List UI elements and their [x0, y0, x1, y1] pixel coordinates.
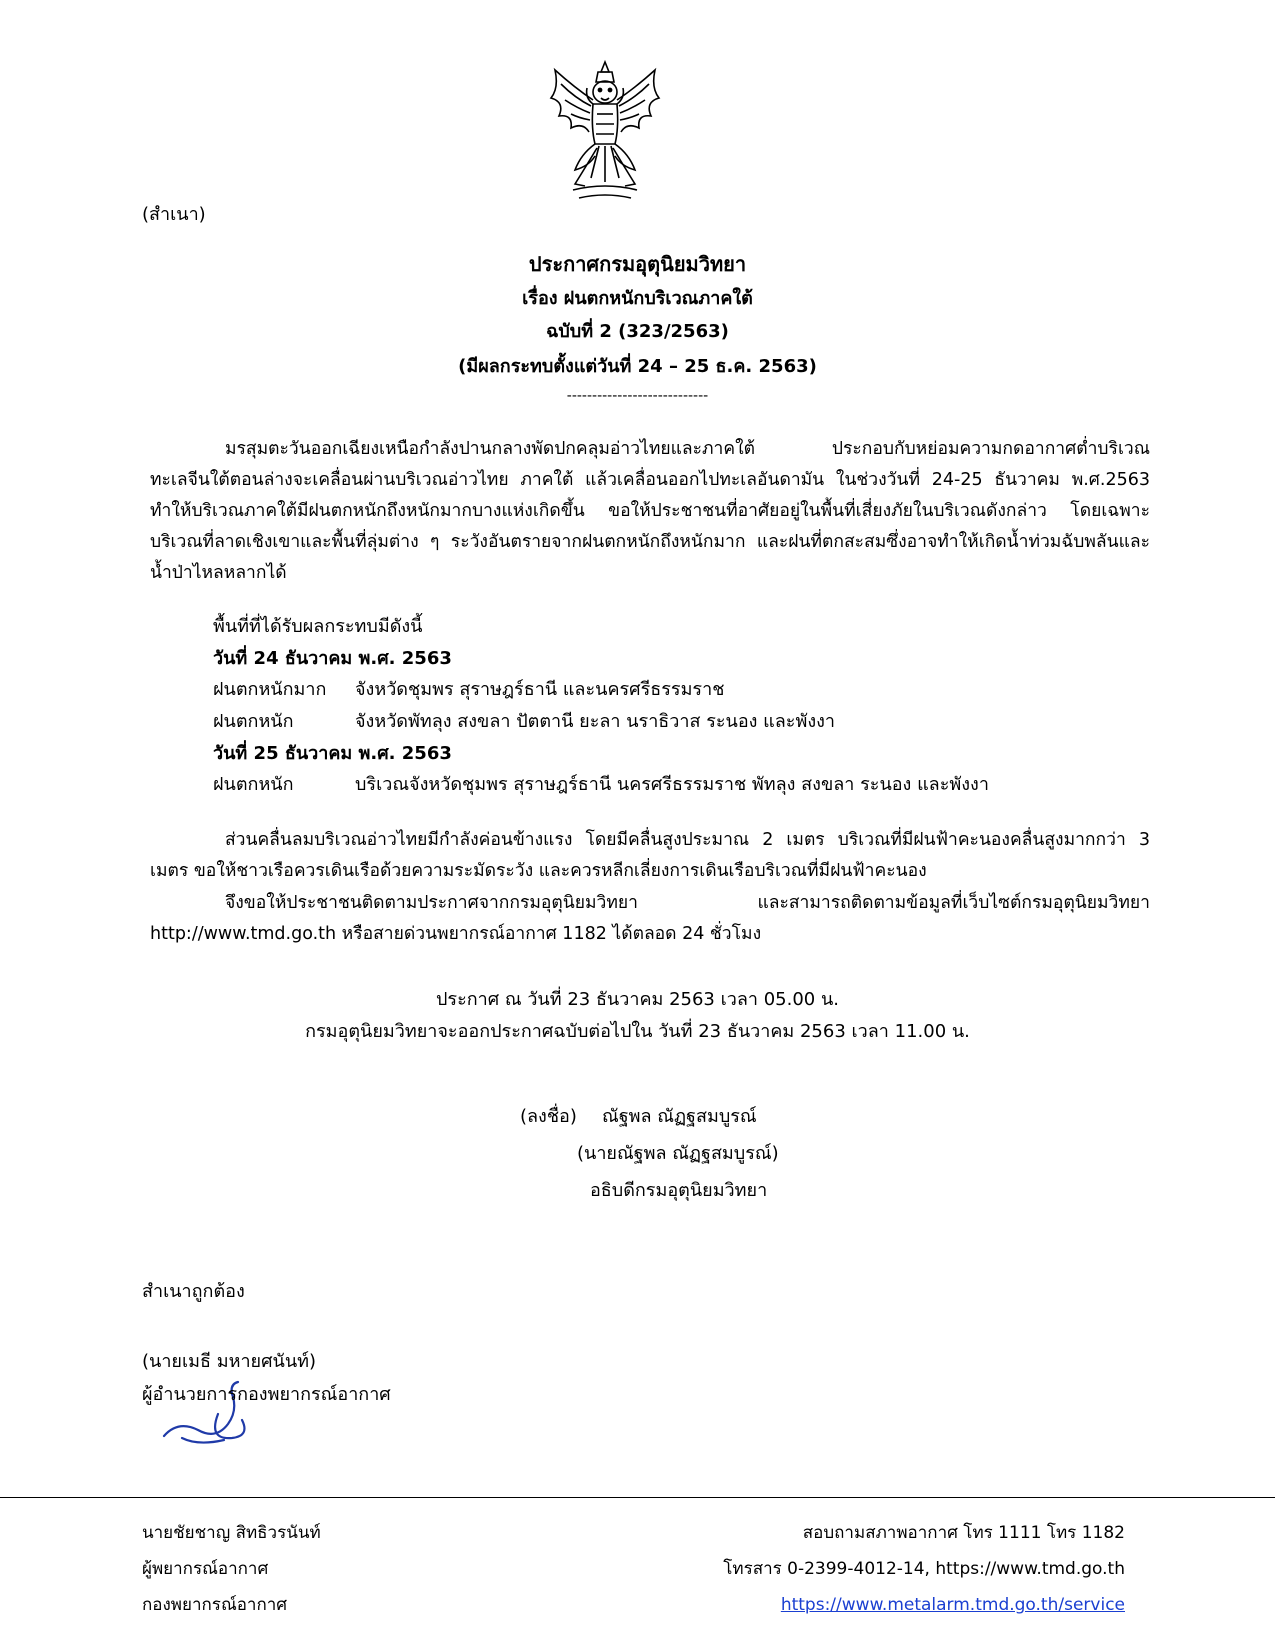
- day2-row1-level: ฝนตกหนัก: [213, 774, 294, 795]
- day1-row1-level: ฝนตกหนักมาก: [213, 679, 327, 700]
- copy-mark: (สำเนา): [142, 204, 206, 225]
- certified-label: สำเนาถูกต้อง: [142, 1281, 245, 1302]
- affected-heading: พื้นที่ที่ได้รับผลกระทบมีดังนี้: [213, 616, 423, 637]
- day1-row1-areas: จังหวัดชุมพร สุราษฎร์ธานี และนครศรีธรรมราช: [355, 679, 725, 700]
- body-paragraph-3: [150, 888, 1150, 950]
- next-announcement: กรมอุตุนิยมวิทยาจะออกประกาศฉบับต่อไปใน วันที่ 23 ธันวาคม 2563 เวลา 11.00 น.: [305, 1021, 970, 1042]
- body-paragraph-2: [150, 825, 1150, 887]
- director-position: อธิบดีกรมอุตุนิยมวิทยา: [590, 1180, 768, 1201]
- contact-phone: สอบถามสภาพอากาศ โทร 1111 โทร 1182: [802, 1523, 1125, 1543]
- metalarm-service-link[interactable]: https://www.metalarm.tmd.go.th/service: [780, 1595, 1125, 1615]
- contact-fax-website: โทรสาร 0-2399-4012-14, https://www.tmd.go.th: [723, 1559, 1125, 1579]
- issue-number: ฉบับที่ 2 (323/2563): [546, 321, 729, 342]
- certifier-position: ผู้อำนวยการกองพยากรณ์อากาศ: [142, 1384, 391, 1405]
- day2-date: วันที่ 25 ธันวาคม พ.ศ. 2563: [213, 743, 452, 764]
- header-divider: ----------------------------: [566, 388, 709, 404]
- day1-date: วันที่ 24 ธันวาคม พ.ศ. 2563: [213, 648, 452, 669]
- signed-name: ณัฐพล ณัฏฐสมบูรณ์: [602, 1106, 757, 1127]
- document-title: ประกาศกรมอุตุนิยมวิทยา: [528, 252, 747, 276]
- day2-row1-areas: บริเวณจังหวัดชุมพร สุราษฎร์ธานี นครศรีธรรมราช พัทลุง สงขลา ระนอง และพังงา: [355, 774, 989, 795]
- forecaster-division: กองพยากรณ์อากาศ: [142, 1595, 288, 1615]
- paragraph-3-text: จึงขอให้ประชาชนติดตามประกาศจากกรมอุตุนิยมวิทยา และสามารถติดตามข้อมูลที่เว็บไซต์กรมอุตุนิยมวิทยา http://www.tmd.go.th หรือสายด่วนพยากรณ์อากาศ 1182 ได้ตลอด 24 ชั่วโมง: [150, 893, 1150, 944]
- paragraph-1-text: มรสุมตะวันออกเฉียงเหนือกำลังปานกลางพัดปกคลุมอ่าวไทยและภาคใต้ ประกอบกับหย่อมความกดอากาศต่ำบริเวณทะเลจีนใต้ตอนล่างจะเคลื่อนผ่านบริเวณอ่าวไทย ภาคใต้ แล้วเคลื่อนออกไปทะเลอันดามัน ในช่วงวันที่ 24-25 ธันวาคม พ.ศ.2563 ทำให้บริเวณภาคใต้มีฝนตกหนักถึงหนักมากบางแห่งเกิดขึ้น ขอให้ประชาชนที่อาศัยอยู่ในพื้นที่เสี่ยงภัยในบริเวณดังกล่าว โดยเฉพาะบริเวณที่ลาดเชิงเขาและพื้นที่ลุ่มต่าง ๆ ระวังอันตรายจากฝนตกหนักถึงหนักมาก และฝนที่ตกสะสมซึ่งอาจทำให้เกิดน้ำท่วมฉับพลันและน้ำป่าไหลหลากได้: [150, 439, 1150, 583]
- footer-divider: [0, 1497, 1275, 1498]
- forecaster-role: ผู้พยากรณ์อากาศ: [142, 1559, 269, 1579]
- garuda-emblem: [545, 58, 665, 206]
- director-full-name: (นายณัฐพล ณัฏฐสมบูรณ์): [577, 1143, 779, 1164]
- certifier-name: (นายเมธี มหายศนันท์): [142, 1351, 317, 1372]
- forecaster-name: นายชัยชาญ สิทธิวรนันท์: [142, 1523, 321, 1543]
- body-paragraph-1: [150, 434, 1150, 589]
- signed-label: (ลงชื่อ): [520, 1106, 577, 1127]
- document-subject: เรื่อง ฝนตกหนักบริเวณภาคใต้: [522, 288, 753, 309]
- announce-date: ประกาศ ณ วันที่ 23 ธันวาคม 2563 เวลา 05.00 น.: [435, 989, 840, 1010]
- paragraph-2-text: ส่วนคลื่นลมบริเวณอ่าวไทยมีกำลังค่อนข้างแรง โดยมีคลื่นสูงประมาณ 2 เมตร บริเวณที่มีฝนฟ้าคะนองคลื่นสูงมากกว่า 3 เมตร ขอให้ชาวเรือควรเดินเรือด้วยความระมัดระวัง และควรหลีกเลี่ยงการเดินเรือบริเวณที่มีฝนฟ้าคะนอง: [150, 830, 1150, 881]
- day1-row2-areas: จังหวัดพัทลุง สงขลา ปัตตานี ยะลา นราธิวาส ระนอง และพังงา: [355, 711, 836, 732]
- effective-period: (มีผลกระทบตั้งแต่วันที่ 24 – 25 ธ.ค. 2563): [458, 356, 817, 377]
- day1-row2-level: ฝนตกหนัก: [213, 711, 294, 732]
